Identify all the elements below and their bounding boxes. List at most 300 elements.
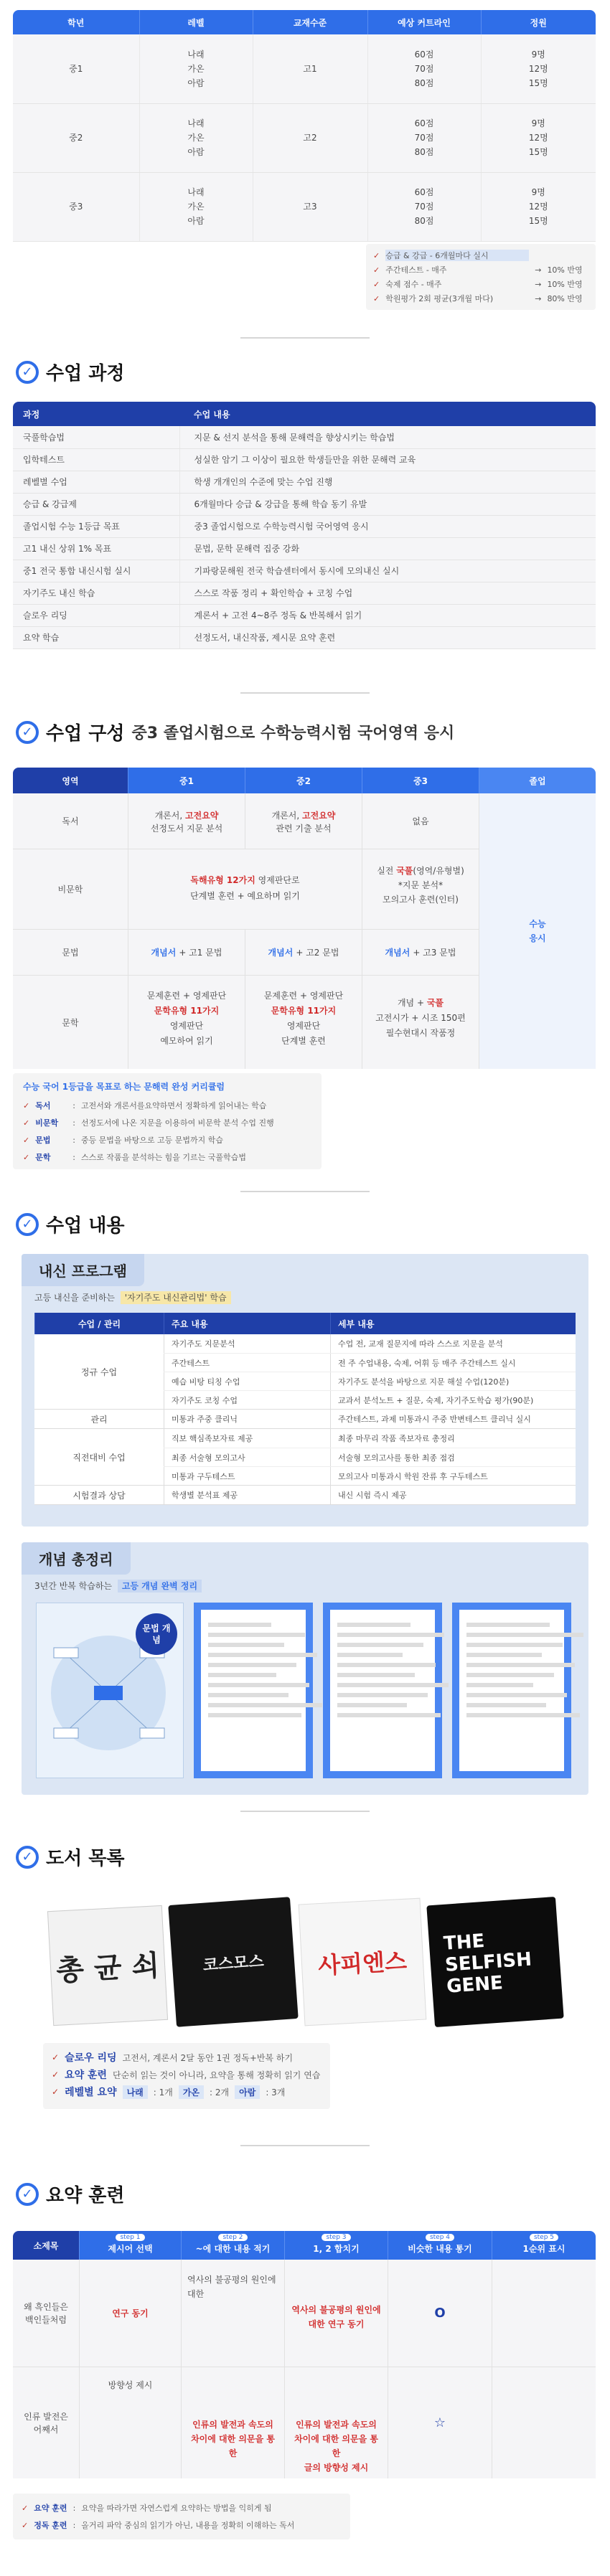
levels-cell-line: 나래 [187, 118, 205, 128]
sum-r1-c4: O [388, 2260, 492, 2367]
lit-m1 [128, 976, 245, 1069]
comp-note-row [23, 1114, 311, 1131]
level-table [13, 10, 596, 242]
lit-m3-a: 개념 + [397, 998, 425, 1008]
check-icon: ✓ [52, 2070, 60, 2080]
prog-badge: '자기주도 내신관리법' 학습 [121, 1291, 231, 1304]
nonlit-m12 [128, 849, 362, 930]
book-cell: 고1 [253, 34, 367, 103]
comp-note-val: 스스로 작품을 분석하는 힘을 기르는 국풀학습법 [80, 1153, 246, 1162]
book-cover-1-title: 총 균 쇠 [55, 1948, 161, 1988]
sum-r1-c5 [492, 2260, 596, 2367]
sum-step-title: 1, 2 합치기 [313, 2244, 360, 2254]
content-main: 학생별 분석표 제공 [164, 1486, 330, 1504]
colon: : [72, 1152, 75, 1162]
levels-cell-line: 아람 [187, 147, 205, 157]
content-group-name: 시험결과 상담 [72, 1490, 126, 1501]
worksheet-paper [459, 1610, 564, 1771]
course-desc: 계론서 + 고전 4~8주 정독 & 반복해서 읽기 [179, 604, 596, 626]
course-desc: 성실한 암기 그 이상이 필요한 학생들만을 위한 문해력 교육 [179, 448, 596, 471]
summary-note [13, 2494, 350, 2539]
book-cover-1 [47, 1905, 168, 2026]
comp-note-row [23, 1097, 311, 1114]
check-circle-icon: ✓ [16, 1846, 39, 1869]
level-note-row [373, 277, 588, 291]
comp-heading [16, 719, 454, 745]
cap-cell-line: 15명 [528, 216, 548, 226]
course-row [13, 471, 596, 493]
cap-cell-line: 15명 [528, 77, 548, 88]
worksheet-line [466, 1653, 542, 1657]
summary-note-key: 요약 훈련 [34, 2504, 67, 2513]
lit-m3-d: 필수현대시 작품정 [385, 1028, 456, 1038]
worksheet-line [208, 1643, 284, 1647]
th-m1: 중1 [128, 768, 245, 793]
sum-r1-c2b: 대한 [187, 2289, 205, 2299]
nonlit-judge: 영제판단로 [258, 875, 300, 885]
area-reading: 독서 [13, 793, 128, 849]
worksheet-line [337, 1643, 423, 1647]
comp-note-key: 문법 [35, 1136, 51, 1145]
sum-step-num: step 4 [426, 2234, 454, 2241]
books-title: 도서 목록 [46, 1848, 125, 1869]
lvl-2-badge: 가온 [179, 2085, 204, 2099]
lit-m2-a: 문제훈련 + 영제판단 [263, 991, 344, 1001]
reading-m1-a: 개론서, [154, 811, 183, 821]
check-icon: ✓ [373, 265, 380, 275]
level-row [13, 34, 596, 103]
check-circle-icon: ✓ [16, 2183, 39, 2206]
lit-m3-c: 고전시가 + 시조 150편 [375, 1013, 466, 1023]
worksheet-line [466, 1703, 546, 1707]
worksheet-line [337, 1623, 410, 1627]
course-row [13, 604, 596, 626]
comp-note-title: 수능 국어 1등급을 목표로 하는 문해력 완성 커리큘럼 [23, 1082, 225, 1092]
sum-step [79, 2231, 181, 2260]
comp-note-row [23, 1148, 311, 1166]
th-main: 주요 내용 [164, 1313, 330, 1334]
course-desc: 6개월마다 승급 & 강급을 통해 학습 동기 유발 [179, 493, 596, 515]
book-cover-4 [426, 1897, 563, 2027]
content-main: 자기주도 코칭 수업 [164, 1391, 330, 1409]
check-icon: ✓ [373, 293, 380, 303]
content-detail: 서술형 모의고사를 통한 최종 점검 [330, 1448, 576, 1466]
sum-r1-c2a: 역사의 불공평의 원인에 [187, 2275, 276, 2285]
books-note-row-1 [52, 2049, 322, 2066]
worksheet-page [323, 1603, 442, 1778]
content-main: 최종 서술형 모의고사 [164, 1448, 330, 1466]
levels-cell-line: 나래 [187, 49, 205, 60]
sum-step-title: 비슷한 내용 통기 [408, 2244, 472, 2254]
levels-cell-line: 가온 [187, 202, 205, 212]
sum-step-title: 제시어 선택 [108, 2244, 153, 2254]
nonlit-m3-c: (영역/유형별) [413, 866, 464, 876]
content-detail: 교과서 분석노트 + 질문, 숙제, 자기주도학습 평가(90분) [330, 1391, 576, 1409]
course-name: 레벨별 수업 [13, 471, 179, 493]
th-course-content: 수업 내용 [179, 402, 596, 426]
books-note [43, 2043, 330, 2109]
course-name: 입학테스트 [13, 448, 179, 471]
concept-subline [34, 1580, 202, 1592]
cut-cell-line: 60점 [414, 118, 434, 128]
grammar-m1-b: + 고1 문법 [179, 948, 222, 958]
sum-step-num: step 1 [116, 2234, 144, 2241]
reading-m1-c: 선정도서 지문 분석 [150, 824, 223, 834]
books-note-row-2 [52, 2066, 322, 2083]
book-covers [43, 1894, 574, 2030]
sum-step [181, 2231, 284, 2260]
course-name: 승급 & 강급제 [13, 493, 179, 515]
course-row [13, 426, 596, 448]
cap-cell-line: 15명 [528, 147, 548, 157]
th-grade: 학년 [13, 10, 139, 34]
check-icon: ✓ [22, 2503, 29, 2513]
sum-r1-c3 [284, 2260, 388, 2367]
cap-cell [481, 103, 596, 172]
lit-m2-b: 문학유형 11가지 [271, 1006, 337, 1016]
content-table [34, 1313, 576, 1505]
course-name: 고1 내신 상위 1% 목표 [13, 537, 179, 560]
books-note-row-3 [52, 2083, 322, 2100]
content-detail: 수업 전, 교재 질문지에 따라 스스로 지문을 분석 [330, 1334, 576, 1353]
content-row [164, 1466, 576, 1485]
th-cut: 예상 커트라인 [367, 10, 481, 34]
level-note-label: 주간테스트 - 매주 [385, 265, 447, 275]
check-icon: ✓ [23, 1152, 30, 1162]
course-desc: 선정도서, 내신작품, 제시문 요약 훈련 [179, 626, 596, 648]
summary-note-row [22, 2499, 342, 2516]
content-group-rows [164, 1410, 576, 1428]
check-icon: ✓ [23, 1118, 30, 1128]
levels-cell [139, 172, 253, 241]
sum-step-title: ~에 대한 내용 적기 [195, 2244, 271, 2254]
content-detail: 자기주도 분석을 바탕으로 지문 해설 수업(120분) [330, 1372, 576, 1390]
lit-m1-a: 문제훈련 + 영제판단 [146, 991, 227, 1001]
nonlit-m3-e: 모의고사 훈련(인터) [383, 895, 459, 905]
content-group-name: 직전대비 수업 [72, 1452, 126, 1463]
check-icon: ✓ [373, 279, 380, 289]
summary-table [13, 2231, 596, 2478]
course-row [13, 493, 596, 515]
cap-cell-line: 9명 [531, 118, 545, 128]
worksheet-paper [201, 1610, 306, 1771]
th-m2: 중2 [245, 768, 362, 793]
sum-step [492, 2231, 596, 2260]
check-circle-icon: ✓ [16, 721, 39, 744]
grade-cell: 중2 [13, 103, 139, 172]
worksheet-line [466, 1693, 567, 1697]
th-m3: 중3 [362, 768, 479, 793]
sum-r2-c3 [284, 2367, 388, 2478]
content-row [164, 1429, 576, 1448]
course-name: 자기주도 내신 학습 [13, 582, 179, 604]
worksheet-line [337, 1693, 428, 1697]
th-course: 과정 [13, 402, 179, 426]
content-row [164, 1448, 576, 1466]
level-note-label: 학원평가 2회 평균(3개월 마다) [385, 294, 494, 303]
sum-r1-c1: 연구 동기 [79, 2260, 181, 2367]
summary-note-val: 요약을 따라가면 자연스럽게 요약하는 방법을 익히게 됨 [81, 2504, 272, 2513]
content-heading [16, 1211, 125, 1237]
summary-note-val: 올거리 파악 중심의 읽기가 아닌, 내용을 정확히 이해하는 독서 [81, 2521, 295, 2530]
comp-title: 수업 구성 [46, 723, 125, 745]
concept-book-label: 문법 개념 [136, 1613, 177, 1655]
concept-book-cover [36, 1603, 184, 1778]
sum-step-num: step 5 [530, 2234, 558, 2241]
nonlit-train: 단계별 훈련 + 예요하며 읽기 [190, 891, 300, 901]
arrow-icon: → [535, 265, 542, 275]
cap-cell [481, 34, 596, 103]
check-circle-icon: ✓ [16, 1213, 39, 1236]
worksheet-page [452, 1603, 571, 1778]
content-detail: 최종 마무리 작품 족보자료 총정리 [330, 1429, 576, 1448]
colon: : [72, 1135, 75, 1145]
comp-table [13, 768, 596, 1069]
worksheet-line [466, 1623, 550, 1627]
course-heading [16, 359, 125, 385]
level-note-label: 숙제 점수 - 매주 [385, 280, 442, 289]
content-title: 수업 내용 [46, 1215, 125, 1237]
check-icon: ✓ [23, 1100, 30, 1110]
cap-cell-line: 12명 [528, 133, 548, 143]
th-cap: 정원 [481, 10, 596, 34]
lit-m1-c: 영제판단 [169, 1021, 204, 1031]
levels-cell [139, 34, 253, 103]
sum-step [284, 2231, 388, 2260]
course-name: 국풀학습법 [13, 426, 179, 448]
course-title: 수업 과정 [46, 363, 125, 384]
nonlit-m3-a: 실전 [377, 866, 394, 876]
prog-title: 내신 프로그램 [22, 1254, 144, 1286]
course-desc: 기파랑문해원 전국 학습센터에서 동시에 모의내신 실시 [179, 560, 596, 582]
content-group-rows [164, 1429, 576, 1485]
level-note [366, 244, 596, 310]
book-cover-2-title: 코스모스 [202, 1952, 265, 1975]
nonlit-m3 [362, 849, 479, 930]
content-group-rows [164, 1334, 576, 1409]
comp-note-val: 중등 문법을 바탕으로 고등 문법까지 학습 [80, 1136, 224, 1145]
grammar-m3-a: 개념서 [385, 948, 410, 958]
content-group-name: 관리 [90, 1414, 108, 1425]
sum-step-title: 1순위 표시 [522, 2244, 566, 2254]
worksheet-line [208, 1693, 288, 1697]
nonlit-m3-d: *지문 분석* [398, 880, 444, 890]
divider-2 [240, 692, 370, 694]
cut-cell-line: 80점 [414, 147, 434, 157]
arrow-icon: → [535, 279, 542, 289]
reading-m1 [128, 793, 245, 849]
cut-cell [367, 172, 481, 241]
summary-note-key: 정독 훈련 [34, 2521, 67, 2530]
content-group [34, 1486, 576, 1505]
course-row [13, 448, 596, 471]
course-desc: 스스로 작품 정리 + 확인학습 + 코칭 수업 [179, 582, 596, 604]
course-desc: 지문 & 선지 분석을 통해 문해력을 향상시키는 학습법 [179, 426, 596, 448]
lit-m2-d: 단계별 훈련 [281, 1036, 326, 1046]
content-main: 자기주도 지문분석 [164, 1334, 330, 1353]
summary-heading [16, 2181, 125, 2207]
check-icon: ✓ [23, 1135, 30, 1145]
lit-m1-d: 예모하여 읽기 [160, 1036, 213, 1046]
sum-r2-label: 인류 발전은 어째서 [24, 2411, 68, 2435]
lvl-1-badge: 나래 [123, 2085, 148, 2099]
worksheet-paper [330, 1610, 435, 1771]
grammar-m1-a: 개념서 [151, 948, 177, 958]
th-book: 교재수준 [253, 10, 367, 34]
check-icon: ✓ [22, 2520, 29, 2530]
th-area: 영역 [13, 768, 128, 793]
sum-r2-c4: ☆ [388, 2367, 492, 2478]
th-grad: 졸업 [479, 768, 596, 793]
lvl-3-badge: 아람 [235, 2085, 260, 2099]
level-note-row [373, 291, 588, 306]
worksheet-line [337, 1633, 444, 1637]
divider-1 [240, 337, 370, 339]
content-row [164, 1372, 576, 1390]
lit-m2-c: 영제판단 [286, 1021, 321, 1031]
content-row [164, 1334, 576, 1353]
sum-r1-c2 [181, 2260, 284, 2367]
content-row [164, 1390, 576, 1409]
content-row [164, 1486, 576, 1504]
content-group-name: 정규 수업 [80, 1367, 118, 1377]
colon: : [72, 2520, 76, 2530]
levels-cell-line: 나래 [187, 187, 205, 197]
level-note-value: 10% 반영 [547, 280, 583, 289]
lit-m2 [245, 976, 362, 1069]
sum-r1-c3b: 대한 연구 동기 [308, 2319, 365, 2329]
content-main: 미통과 구두테스트 [164, 1467, 330, 1485]
check-icon: ✓ [373, 250, 380, 260]
prog-panel [22, 1254, 588, 1527]
concept-sub: 3년간 반복 학습하는 [34, 1581, 113, 1591]
worksheet-page [194, 1603, 313, 1778]
comp-note-list [23, 1097, 311, 1166]
divider-4 [240, 1811, 370, 1812]
grammar-m1 [128, 930, 245, 976]
cut-cell-line: 70점 [414, 202, 434, 212]
reading-m1-b: 고전요약 [185, 811, 219, 821]
worksheet-line [337, 1713, 441, 1717]
colon: : [72, 2503, 76, 2513]
sum-step [388, 2231, 492, 2260]
th-detail: 세부 내용 [330, 1313, 576, 1334]
lit-m3-b: 국풀 [426, 998, 444, 1008]
concept-badge: 고등 개념 완벽 정리 [118, 1580, 202, 1593]
grade-cell: 중1 [13, 34, 139, 103]
books-v1: 고전서, 계론서 2달 동안 1권 정독+반복 하기 [122, 2052, 294, 2063]
concept-panel [22, 1542, 588, 1795]
worksheet-line [337, 1673, 415, 1677]
course-name: 슬로우 리딩 [13, 604, 179, 626]
cap-cell-line: 12명 [528, 63, 548, 74]
course-row [13, 560, 596, 582]
lvl-3-count: : 3개 [266, 2087, 286, 2098]
comp-header-row [13, 768, 596, 793]
content-row [164, 1410, 576, 1428]
reading-m2-c: 관련 기출 분석 [276, 824, 332, 834]
content-main: 예습 비탕 티칭 수업 [164, 1372, 330, 1390]
worksheet-line [208, 1633, 305, 1637]
reading-m2-b: 고전요약 [302, 811, 336, 821]
lvl-2-count: : 2개 [210, 2087, 230, 2098]
lit-m3 [362, 976, 479, 1069]
grade-cell: 중3 [13, 172, 139, 241]
sum-step-num: step 3 [322, 2234, 350, 2241]
sum-r2-c2b: 차이에 대한 의문을 통한 [191, 2434, 275, 2458]
grammar-m2-b: + 고2 문법 [296, 948, 339, 958]
sum-step-num: step 2 [218, 2234, 247, 2241]
sum-r2-c3c: 글의 방향성 제시 [304, 2463, 369, 2473]
comp-note-val: 고전서와 개론서를요약하면서 정확하게 읽어내는 학습 [80, 1101, 267, 1110]
books-k2: 요약 훈련 [65, 2070, 108, 2081]
level-note-value: 80% 반영 [547, 294, 583, 303]
summary-title: 요약 훈련 [46, 2185, 125, 2207]
level-row [13, 103, 596, 172]
level-note-row [373, 248, 588, 263]
content-detail: 모의고사 미통과시 학원 잔류 후 구두테스트 [330, 1467, 576, 1485]
content-main: 주간테스트 [164, 1354, 330, 1372]
levels-cell-line: 가온 [187, 133, 205, 143]
sum-r2-c1: 방향성 제시 [79, 2367, 181, 2478]
course-name: 중1 전국 통합 내신시험 실시 [13, 560, 179, 582]
level-note-value: 10% 반영 [547, 265, 583, 275]
nonlit-m3-b: 국풀 [396, 866, 413, 876]
course-row [13, 537, 596, 560]
content-group-rows [164, 1486, 576, 1504]
books-levelk: 레벨별 요약 [65, 2087, 117, 2098]
sum-r2-c3a: 인류의 발전과 속도의 [296, 2420, 377, 2430]
area-lit: 문학 [62, 1017, 79, 1028]
cut-cell [367, 103, 481, 172]
cap-cell [481, 172, 596, 241]
worksheet-line [466, 1673, 554, 1677]
course-row [13, 515, 596, 537]
th-level: 레벨 [139, 10, 253, 34]
reading-m3: 없음 [362, 793, 479, 849]
grammar-m3-b: + 고3 문법 [413, 948, 456, 958]
level-note-label: 승급 & 강급 - 6개월마다 실시 [385, 250, 529, 261]
books-k1: 슬로우 리딩 [65, 2052, 117, 2064]
content-group [34, 1410, 576, 1429]
worksheet-line [337, 1703, 407, 1707]
colon: : [72, 1118, 75, 1128]
comp-note-row [23, 1131, 311, 1148]
level-table-section [13, 10, 596, 242]
check-icon: ✓ [52, 2087, 60, 2097]
grad-cell [479, 793, 596, 1069]
cut-cell-line: 80점 [414, 216, 434, 226]
reading-m2-a: 개론서, [271, 811, 300, 821]
content-header-row [34, 1313, 576, 1334]
levels-cell-line: 아람 [187, 216, 205, 226]
content-main: 직보 핵심족보자료 제공 [164, 1429, 330, 1448]
levels-cell-line: 아람 [187, 77, 205, 88]
books-v2: 단순히 읽는 것이 아니라, 요약을 통해 정확히 읽기 연습 [113, 2070, 321, 2080]
level-row [13, 172, 596, 241]
worksheet-line [466, 1713, 580, 1717]
worksheet-line [208, 1623, 271, 1627]
prog-subline [34, 1291, 231, 1303]
level-note-row [373, 263, 588, 277]
cut-cell-line: 60점 [414, 49, 434, 60]
cap-cell-line: 12명 [528, 202, 548, 212]
reading-m2 [245, 793, 362, 849]
content-group [34, 1429, 576, 1486]
comp-subtitle: 중3 졸업시험으로 수학능력시험 국어영역 응시 [131, 725, 455, 742]
sum-r1-c3a: 역사의 불공평의 원인에 [291, 2305, 381, 2315]
colon: : [72, 1100, 75, 1110]
